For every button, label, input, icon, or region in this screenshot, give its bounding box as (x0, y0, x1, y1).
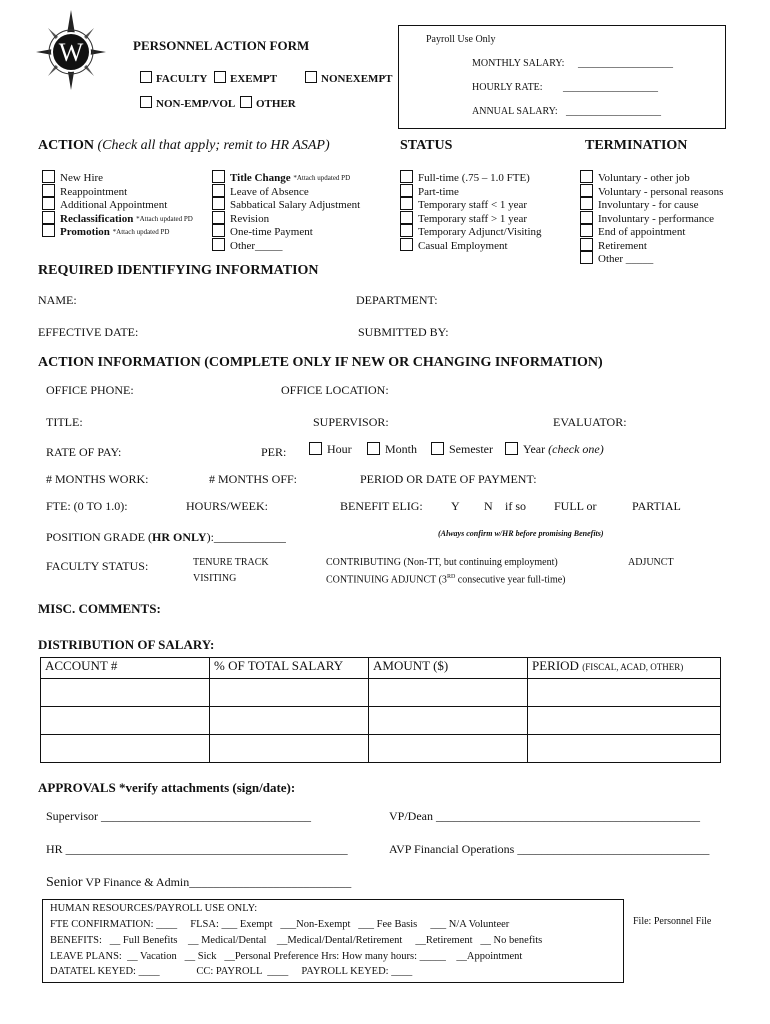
status-item[interactable]: Full-time (.75 – 1.0 FTE) (400, 170, 542, 184)
per-label: PER: (261, 445, 287, 459)
action-leave[interactable]: Leave of Absence (212, 184, 360, 198)
action-title-change[interactable]: Title Change *Attach updated PD (212, 170, 360, 184)
partial-option[interactable]: PARTIAL (632, 499, 681, 513)
contributing-option[interactable]: CONTRIBUTING (Non-TT, but continuing employment) (326, 557, 558, 568)
evaluator-label: EVALUATOR: (553, 415, 627, 429)
checkbox[interactable] (505, 442, 518, 455)
cell[interactable] (528, 679, 721, 707)
hr-box-line2[interactable]: BENEFITS: __ Full Benefits __ Medical/Dental __Medical/Dental/Retirement __Retirement __ No benefits (50, 935, 543, 946)
checkbox[interactable] (431, 442, 444, 455)
checkbox-exempt[interactable] (214, 71, 226, 83)
vp-dean-signature[interactable]: VP/Dean ____________________________________________ (389, 809, 700, 823)
status-item[interactable]: Part-time (400, 184, 542, 198)
benefit-no[interactable]: N (484, 499, 493, 513)
period-date-label: PERIOD OR DATE OF PAYMENT: (360, 472, 537, 486)
action-other[interactable]: Other_____ (212, 238, 360, 252)
col-account: ACCOUNT # (41, 658, 210, 679)
checkbox[interactable] (212, 170, 225, 183)
visiting-option[interactable]: VISITING (193, 573, 237, 584)
termination-item[interactable]: Involuntary - performance (580, 211, 723, 225)
status-item[interactable]: Temporary Adjunct/Visiting (400, 224, 542, 238)
checkbox[interactable] (400, 184, 413, 197)
form-title: PERSONNEL ACTION FORM (133, 38, 310, 53)
table-row (41, 735, 721, 763)
action-list-1 (42, 170, 193, 238)
status-list (400, 170, 542, 251)
hours-week-label: HOURS/WEEK: (186, 499, 268, 513)
distribution-table (40, 657, 721, 763)
termination-item[interactable]: End of appointment (580, 224, 723, 238)
termination-item[interactable]: Voluntary - personal reasons (580, 184, 723, 198)
hr-box-line4[interactable]: DATATEL KEYED: ____ CC: PAYROLL ____ PAYROLL KEYED: ____ (50, 966, 413, 977)
faculty-status-label: FACULTY STATUS: (46, 559, 149, 573)
hr-box-line1[interactable]: FTE CONFIRMATION: ____ FLSA: ___ Exempt ___Non-Exempt ___ Fee Basis ___ N/A Volunteer (50, 919, 510, 930)
status-heading: STATUS (400, 138, 453, 153)
action-promotion[interactable]: Promotion *Attach updated PD (42, 224, 193, 238)
office-location-label: OFFICE LOCATION: (281, 383, 389, 397)
cell[interactable] (41, 679, 210, 707)
continuing-adjunct-option[interactable]: CONTINUING ADJUNCT (3RD consecutive year full-time) (326, 574, 566, 586)
checkbox[interactable] (580, 251, 593, 264)
action-sabbatical[interactable]: Sabbatical Salary Adjustment (212, 197, 360, 211)
position-grade[interactable]: POSITION GRADE (HR ONLY):____________ (46, 530, 286, 544)
checkbox-nonexempt[interactable] (305, 71, 317, 83)
benefit-yes[interactable]: Y (451, 499, 460, 513)
cell[interactable] (528, 735, 721, 763)
status-item[interactable]: Casual Employment (400, 238, 542, 252)
termination-item[interactable]: Retirement (580, 238, 723, 252)
checkbox-faculty[interactable] (140, 71, 152, 83)
office-phone-label: OFFICE PHONE: (46, 383, 134, 397)
submitted-by-label: SUBMITTED BY: (358, 325, 449, 339)
checkbox[interactable] (309, 442, 322, 455)
hr-box-title: HUMAN RESOURCES/PAYROLL USE ONLY: (50, 903, 258, 914)
checkbox[interactable] (400, 170, 413, 183)
compass-logo (36, 10, 106, 90)
status-item[interactable]: Temporary staff < 1 year (400, 197, 542, 211)
action-revision[interactable]: Revision (212, 211, 360, 225)
per-year[interactable]: Year (check one) (505, 442, 604, 457)
termination-item[interactable]: Voluntary - other job (580, 170, 723, 184)
checkbox[interactable] (212, 224, 225, 237)
cell[interactable] (528, 707, 721, 735)
always-confirm-note: (Always confirm w/HR before promising Benefits) (438, 529, 604, 538)
checkbox[interactable] (42, 197, 55, 210)
full-or-option[interactable]: FULL or (554, 499, 597, 513)
supervisor-label: SUPERVISOR: (313, 415, 389, 429)
action-info-heading: ACTION INFORMATION (COMPLETE ONLY IF NEW OR CHANGING INFORMATION) (38, 355, 603, 370)
table-row (41, 679, 721, 707)
type-faculty[interactable]: FACULTY (140, 71, 207, 85)
months-work-label: # MONTHS WORK: (46, 472, 149, 486)
annual-salary-label: ANNUAL SALARY: (472, 106, 558, 117)
cell[interactable] (369, 679, 528, 707)
checkbox[interactable] (580, 238, 593, 251)
annual-salary-field[interactable]: ___________________ (566, 106, 661, 117)
termination-heading: TERMINATION (585, 138, 688, 153)
type-nonemp[interactable]: NON-EMP/VOL (140, 96, 235, 110)
cell[interactable] (41, 735, 210, 763)
action-reclassification[interactable]: Reclassification *Attach updated PD (42, 211, 193, 225)
senior-vp-signature[interactable]: Senior VP Finance & Admin___________________________ (46, 875, 352, 890)
hr-box-line3[interactable]: LEAVE PLANS: __ Vacation __ Sick __Personal Preference Hrs: How many hours: _____ __Appointment (50, 951, 523, 962)
termination-list (580, 170, 723, 265)
checkbox[interactable] (580, 170, 593, 183)
payroll-title: Payroll Use Only (426, 34, 496, 45)
type-nonexempt[interactable]: NONEXEMPT (305, 71, 393, 85)
col-amount: AMOUNT ($) (369, 658, 528, 679)
checkbox[interactable] (400, 197, 413, 210)
checkbox[interactable] (580, 184, 593, 197)
termination-item[interactable]: Other _____ (580, 251, 723, 265)
cell[interactable] (210, 707, 369, 735)
hourly-rate-field[interactable]: ___________________ (563, 82, 658, 93)
checkbox[interactable] (400, 211, 413, 224)
action-additional[interactable]: Additional Appointment (42, 197, 193, 211)
cell[interactable] (41, 707, 210, 735)
avp-signature[interactable]: AVP Financial Operations ________________________________ (389, 842, 710, 856)
action-reappointment[interactable]: Reappointment (42, 184, 193, 198)
cell[interactable] (369, 707, 528, 735)
checkbox[interactable] (400, 238, 413, 251)
benefit-elig-label: BENEFIT ELIG: (340, 499, 423, 513)
type-exempt[interactable]: EXEMPT (214, 71, 277, 85)
checkbox[interactable] (367, 442, 380, 455)
cell[interactable] (210, 735, 369, 763)
per-month[interactable]: Month (367, 442, 417, 457)
svg-text:W: W (58, 38, 84, 67)
table-header-row (41, 658, 721, 679)
action-heading: ACTION (Check all that apply; remit to HR ASAP) (38, 138, 330, 153)
monthly-salary-label: MONTHLY SALARY: (472, 58, 565, 69)
checkbox[interactable] (212, 184, 225, 197)
checkbox[interactable] (42, 184, 55, 197)
checkbox[interactable] (42, 224, 55, 237)
col-percent: % OF TOTAL SALARY (210, 658, 369, 679)
status-item[interactable]: Temporary staff > 1 year (400, 211, 542, 225)
checkbox-nonemp[interactable] (140, 96, 152, 108)
per-semester[interactable]: Semester (431, 442, 493, 457)
col-period: PERIOD (FISCAL, ACAD, OTHER) (528, 658, 721, 679)
action-list-2 (212, 170, 360, 251)
checkbox-other[interactable] (240, 96, 252, 108)
supervisor-signature[interactable]: Supervisor ___________________________________ (46, 809, 311, 823)
checkbox[interactable] (42, 170, 55, 183)
adjunct-option[interactable]: ADJUNCT (628, 557, 674, 568)
distribution-heading: DISTRIBUTION OF SALARY: (38, 637, 215, 652)
cell[interactable] (210, 679, 369, 707)
title-label: TITLE: (46, 415, 83, 429)
action-new-hire[interactable]: New Hire (42, 170, 193, 184)
checkbox[interactable] (42, 211, 55, 224)
hr-signature[interactable]: HR _______________________________________________ (46, 842, 348, 856)
name-label: NAME: (38, 293, 77, 307)
misc-heading: MISC. COMMENTS: (38, 601, 161, 616)
cell[interactable] (369, 735, 528, 763)
checkbox[interactable] (400, 224, 413, 237)
hourly-rate-label: HOURLY RATE: (472, 82, 543, 93)
effective-date-label: EFFECTIVE DATE: (38, 325, 139, 339)
approvals-heading: APPROVALS *verify attachments (sign/date): (38, 780, 296, 795)
type-other[interactable]: OTHER (240, 96, 296, 110)
required-heading: REQUIRED IDENTIFYING INFORMATION (38, 263, 319, 278)
tenure-track-option[interactable]: TENURE TRACK (193, 557, 269, 568)
monthly-salary-field[interactable]: ___________________ (578, 58, 673, 69)
file-note: File: Personnel File (633, 916, 712, 927)
checkbox[interactable] (580, 211, 593, 224)
checkbox[interactable] (212, 211, 225, 224)
months-off-label: # MONTHS OFF: (209, 472, 298, 486)
per-hour[interactable]: Hour (309, 442, 352, 457)
checkbox[interactable] (580, 224, 593, 237)
checkbox[interactable] (212, 197, 225, 210)
checkbox[interactable] (212, 238, 225, 251)
table-row (41, 707, 721, 735)
checkbox[interactable] (580, 197, 593, 210)
department-label: DEPARTMENT: (356, 293, 438, 307)
termination-item[interactable]: Involuntary - for cause (580, 197, 723, 211)
rate-of-pay-label: RATE OF PAY: (46, 445, 122, 459)
fte-label: FTE: (0 TO 1.0): (46, 499, 128, 513)
if-so-label: if so (505, 499, 526, 513)
action-one-time[interactable]: One-time Payment (212, 224, 360, 238)
